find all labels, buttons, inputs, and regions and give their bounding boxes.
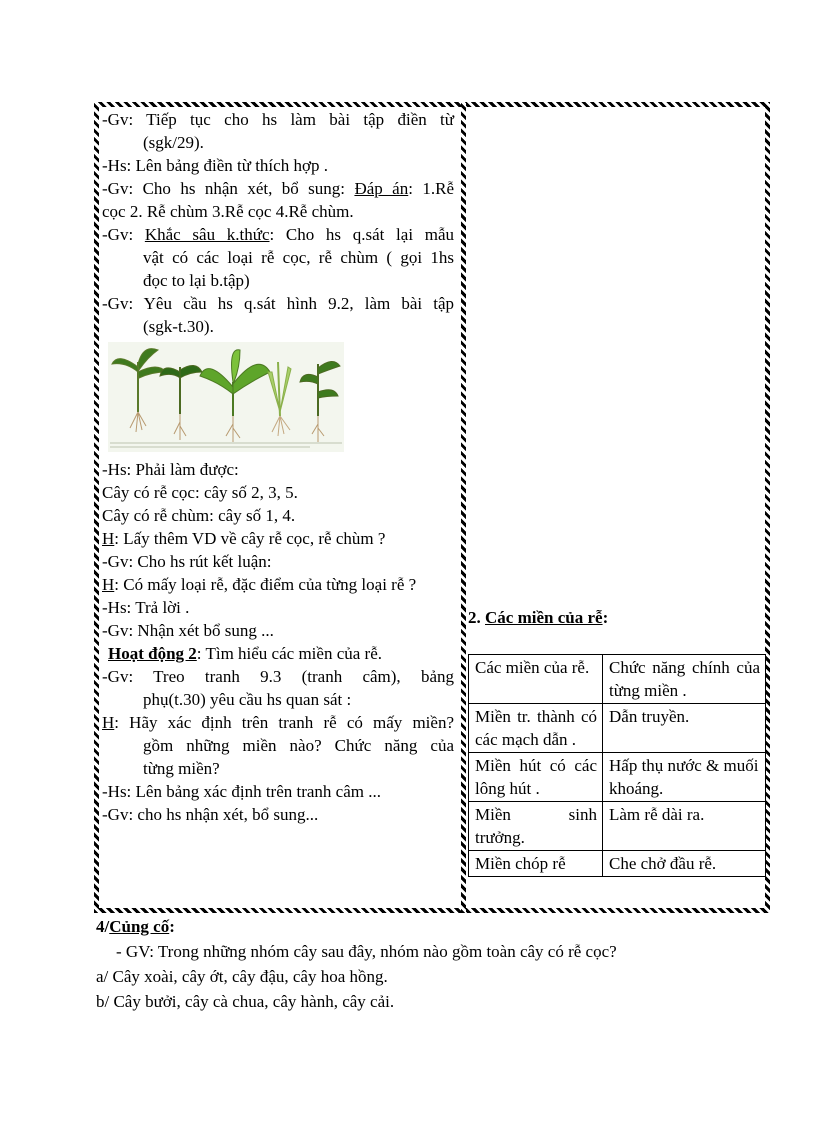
table-row	[469, 655, 766, 704]
section-heading: 4/Củng cố:	[96, 917, 175, 936]
reinforce-label: Khắc sâu k.thức	[144, 225, 270, 244]
text-line: -Gv: cho hs nhận xét, bổ sung...	[102, 805, 319, 824]
answer-label: Đáp án	[354, 179, 409, 198]
table-cell: Dẫn truyền.	[603, 704, 766, 753]
text-line: H: Hãy xác định trên tranh rễ có mấy miền?	[102, 713, 454, 732]
text-line: -Gv: Tiếp tục cho hs làm bài tập điền từ	[102, 110, 454, 129]
table-row	[469, 753, 766, 802]
table-cell: Miền sinh trưởng.	[469, 802, 603, 851]
table-cell: Che chở đầu rễ.	[603, 851, 766, 877]
text-line: -Hs: Trả lời .	[102, 598, 190, 617]
text-line: -Gv: Treo tranh 9.3 (tranh câm), bảng	[102, 667, 454, 686]
text-line: vật có các loại rễ cọc, rễ chùm ( gọi 1hs	[143, 248, 454, 267]
question-marker: H	[102, 529, 115, 548]
table-cell: Làm rễ dài ra.	[603, 802, 766, 851]
table-cell: Miền chóp rễ	[469, 851, 603, 877]
consolidation-section	[96, 914, 617, 1014]
text-line: cọc 2. Rễ chùm 3.Rễ cọc 4.Rễ chùm.	[102, 202, 354, 221]
table-cell: Chức năng chính của từng miền .	[603, 655, 766, 704]
left-column	[102, 108, 454, 826]
text-line: -Hs: Lên bảng xác định trên tranh câm ...	[102, 782, 381, 801]
table-cell: Miền tr. thành có các mạch dẫn .	[469, 704, 603, 753]
text-line: (sgk/29).	[143, 133, 204, 152]
text-line: -Gv: Cho hs rút kết luận:	[102, 552, 272, 571]
column-divider	[461, 102, 466, 913]
text-line: đọc to lại b.tập)	[143, 271, 250, 290]
text-line: -Gv: Khắc sâu k.thức: Cho hs q.sát lại mẫu	[102, 225, 454, 244]
table-row	[469, 802, 766, 851]
table-cell: Miền hút có các lông hút .	[469, 753, 603, 802]
plants-figure-9-2	[108, 342, 344, 452]
text-line: H: Có mấy loại rễ, đặc điểm của từng loại rễ ?	[102, 575, 417, 594]
question-marker: H	[102, 713, 115, 732]
text-line: Cây có rễ cọc: cây số 2, 3, 5.	[102, 483, 298, 502]
text-line: -Hs: Lên bảng điền từ thích hợp .	[102, 156, 328, 175]
text-line: Cây có rễ chùm: cây số 1, 4.	[102, 506, 296, 525]
activity-heading: Hoạt động 2: Tìm hiểu các miền của rễ.	[108, 644, 382, 663]
table-row	[469, 704, 766, 753]
option-b: b/ Cây bưởi, cây cà chua, cây hành, cây cải.	[96, 992, 395, 1011]
table-cell: Hấp thụ nước & muối khoáng.	[603, 753, 766, 802]
text-line: (sgk-t.30).	[143, 317, 214, 336]
table-cell: Các miền của rễ.	[469, 655, 603, 704]
text-line: -Gv: Cho hs nhận xét, bổ sung: Đáp án: 1.Rễ	[102, 179, 455, 198]
text-line: -Hs: Phải làm được:	[102, 460, 239, 479]
text-line: -Gv: Yêu cầu hs q.sát hình 9.2, làm bài tập	[102, 294, 454, 313]
text-line: -Gv: Nhận xét bổ sung ...	[102, 621, 274, 640]
option-a: a/ Cây xoài, cây ớt, cây đậu, cây hoa hồng.	[96, 967, 388, 986]
text-line: phụ(t.30) yêu cầu hs quan sát :	[143, 690, 352, 709]
text-line: gồm những miền nào? Chức năng của	[143, 736, 454, 755]
question-text: - GV: Trong những nhóm cây sau đây, nhóm nào gồm toàn cây có rễ cọc?	[116, 942, 617, 961]
text-line: H: Lấy thêm VD về cây rễ cọc, rễ chùm ?	[102, 529, 386, 548]
table-row	[469, 851, 766, 877]
question-marker: H	[102, 575, 115, 594]
text-line: từng miền?	[143, 759, 220, 778]
root-zones-table	[468, 654, 766, 877]
section-title: 2. Các miền của rễ:	[468, 608, 609, 627]
